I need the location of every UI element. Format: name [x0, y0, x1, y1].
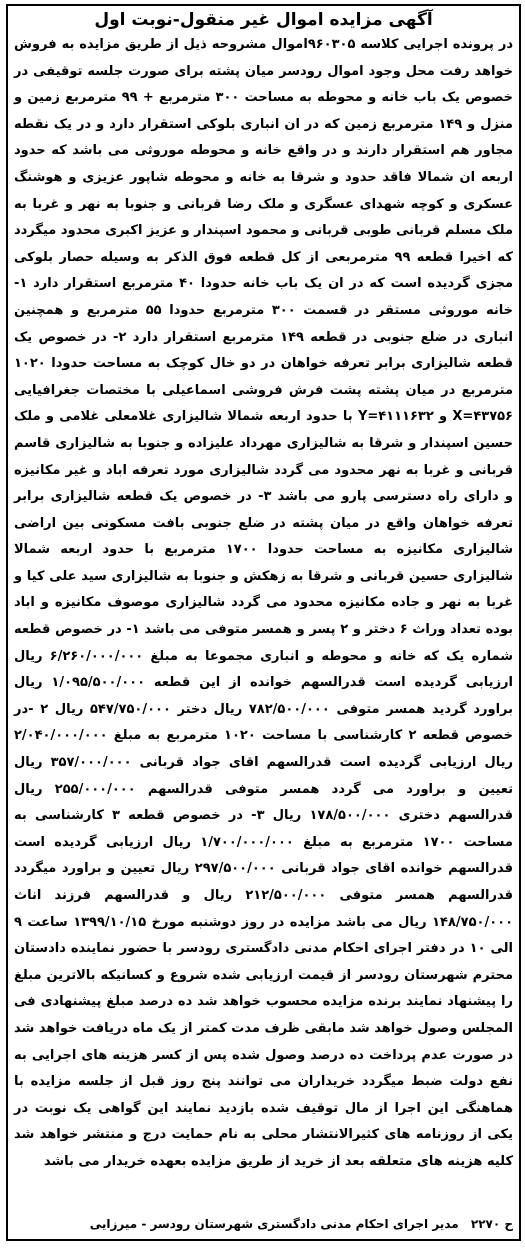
notice-body-text: در پرونده اجرایی کلاسه ۹۶۰۳۰۵اموال مشروحه ذیل از طریق مزایده به فروش خواهد رفت محل وجود اموال رودسر میان پشته برای صورت جلسه توقیفی در خصوص یک باب خانه و محوطه به مساحت ۳۰۰ مترمربع + ۹۹ مترمربع زمین و منزل و ۱۴۹ مترمربع زمین که در ان انباری بلوکی استقرار دارد و در یک نقطه مجاور هم استقرار دارند و در واقع خانه و محوطه موروثی می باشد که حدود اربعه ان شمالا فاقد حدود و شرقا به خانه و محوطه شاپور عزیزی و هوشنگ عسکری و کوچه شهدای عسگری و ملک رضا قربانی و جنوبا به نهر و غربا به ملک مسلم قربانی طوبی قربانی و محمود اسپندار و عزیز اکبری محدود میگردد که اخیرا قطعه ۹۹ مترمربعی از کل قطعه فوق الذکر به وسیله حصار بلوکی مجزی گردیده است که در ان یک باب خانه حدودا ۴۰ مترمربع استقرار دارد ۱- خانه موروثی مستقر در قسمت ۳۰۰ مترمربع حدودا ۵۵ مترمربع و همچنین انباری در ضلع جنوبی در قطعه ۱۴۹ مترمربع استقرار دارد ۲- در خصوص یک قطعه شالیزاری برابر تعرفه خواهان در دو خال کوچک به مساحت حدودا ۱۰۲۰ مترمربع در میان پشته پشت فرش فروشی اسماعیلی با مختصات جغرافیایی X=۴۳۷۵۶ و Y=۴۱۱۱۶۳۲ با حدود اربعه شمالا شالیزاری غلامعلی غلامی و ملک حسین اسپندار و شرقا به شالیزاری مهرداد علیزاده و جنوبا به شالیزاری قاسم قربانی و غربا به نهر محدود می گردد شالیزاری مورد تعرفه اباد و غیر مکانیزه و دارای راه دسترسی پارو می باشد ۳- در خصوص یک قطعه شالیزاری برابر تعرفه خواهان واقع در میان پشته در ضلع جنوبی بافت مسکونی بین اراضی شالیزاری مکانیزه به مساحت حدودا ۱۷۰۰ مترمربع با حدود اربعه شمالا شالیزاری حسین قربانی و شرقا به زهکش و جنوبا به شالیزاری سید علی کیا و غربا به نهر و جاده مکانیزه محدود می گردد شالیزاری موصوف مکانیزه و اباد بوده تعداد وراث ۶ دختر و ۲ پسر و همسر متوفی می باشد ۱- در خصوص قطعه شماره یک که خانه و محوطه و انباری مجموعا به مبلغ ۶/۲۶۰/۰۰۰/۰۰۰ ریال ارزیابی گردیده است قدرالسهم خوانده از این قطعه ۱/۰۹۵/۵۰۰/۰۰۰ ریال براورد گردید همسر متوفی ۷۸۲/۵۰۰/۰۰۰ ریال دختر ۵۴۷/۷۵۰/۰۰۰ ریال ۲ -در خصوص قطعه ۲ کارشناسی با مساحت ۱۰۲۰ مترمربع به مبلغ ۲/۰۴۰/۰۰۰/۰۰۰ ریال ارزیابی گردیده است قدرالسهم اقای جواد قربانی ۳۵۷/۰۰۰/۰۰۰ ریال تعیین و براورد می گردد همسر متوفی قدرالسهم ۲۵۵/۰۰۰/۰۰۰ ریال قدرالسهم دختری ۱۷۸/۵۰۰/۰۰۰ ریال ۳- در خصوص قطعه ۳ کارشناسی به مساحت ۱۷۰۰ مترمربع به مبلغ ۱/۷۰۰/۰۰۰/۰۰۰ ریال ارزیابی گردیده است قدرالسهم خوانده اقای جواد قربانی ۲۹۷/۵۰۰/۰۰۰ ریال تعیین و براورد میگردد قدرالسهم همسر متوفی ۲۱۲/۵۰۰/۰۰۰ ریال و قدرالسهم فرزند اناث ۱۴۸/۷۵۰/۰۰۰ ریال می باشد مزایده در روز دوشنبه مورخ ۱۳۹۹/۱۰/۱۵ ساعت ۹ الی ۱۰ در دفتر اجرای احکام مدنی دادگستری رودسر با حضور نماینده دادستان محترم شهرستان رودسر از قیمت ارزیابی شده شروع و کسانیکه بالاترین مبلغ را پیشنهاد نمایند برنده مزایده محسوب خواهد شد ده درصد مبلغ پیشنهادی فی المجلس وصول خواهد شد مابقی ظرف مدت کمتر از یک ماه دریافت خواهد شد در صورت عدم پرداخت ده درصد وصول شده پس از کسر هزینه های اجرایی به نفع دولت ضبط میگردد خریداران می توانند پنج روز قبل از جلسه مزایده با هماهنگی این اجرا از مال توقیف شده بازدید نمایند این گواهی یک نوبت در یکی از روزنامه های کثیرالانتشار محلی به نام حمایت درج و منتشر خواهد شد کلیه هزینه های متعلقه بعد از خرید از طریق مزایده بعهده خریدار می باشد — [14, 37, 514, 1169]
notice-title: آگهی مزایده اموال غیر منقول-نوبت اول — [94, 10, 433, 30]
notice-body — [8, 32, 519, 1176]
notice-footer-code: ح ۲۲۷۰ — [470, 1217, 513, 1231]
notice-footer-signature: مدیر اجرای احکام مدنی دادگستری شهرستان رودسر - میرزایی — [89, 1217, 459, 1231]
notice-footer — [14, 1215, 513, 1233]
auction-notice — [6, 4, 521, 1241]
